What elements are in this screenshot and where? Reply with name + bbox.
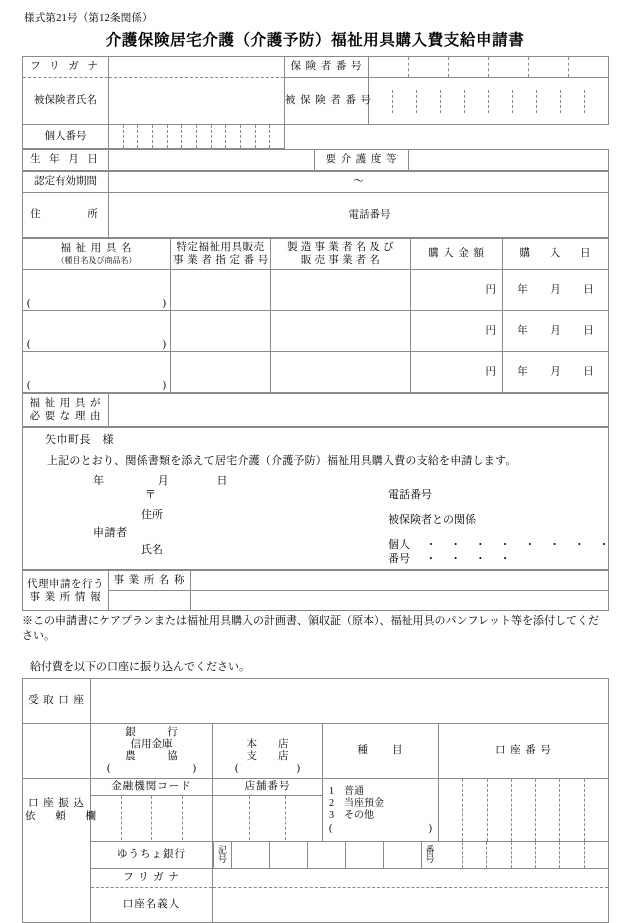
column-header-maker-seller: 製 造 事 業 者 名 及 び 販 売 事 業 者 名 <box>271 239 411 270</box>
column-header-amount: 購 入 金 額 <box>411 239 503 270</box>
my-number-cell[interactable] <box>123 125 138 148</box>
page-title: 介護保険居宅介護（介護予防）福祉用具購入費支給申請書 <box>105 32 525 49</box>
transfer-request-label: 口 座 振 込 依 頼 欄 <box>23 778 91 841</box>
my-number-cell[interactable] <box>255 125 270 148</box>
paren-close: ) <box>192 763 196 774</box>
birth-care-table <box>22 149 609 171</box>
dealer-number-value[interactable] <box>171 311 271 352</box>
transfer-request-spacer <box>23 841 91 868</box>
my-number-dots: ・ ・ ・ ・ ・ ・ ・ ・ ・ ・ ・ ・ <box>425 538 616 565</box>
institution-code-cell[interactable] <box>121 796 152 840</box>
applicant-left <box>93 489 353 563</box>
institution-code-cell[interactable] <box>91 796 121 840</box>
paren-open: ( <box>235 762 239 774</box>
bangou-cell[interactable] <box>535 842 559 868</box>
application-sentence: 上記のとおり、関係書類を添えて居宅介護（介護予防）福祉用具購入費の支給を申請します。 <box>47 454 517 467</box>
currency-unit: 円 <box>485 284 496 296</box>
account-number-cells[interactable] <box>439 778 609 841</box>
maker-seller-value[interactable] <box>271 311 411 352</box>
agent-office-name-label: 事 業 所 名 称 <box>109 571 191 591</box>
bangou-cells[interactable] <box>439 841 609 868</box>
table-row <box>23 270 609 311</box>
applicant-address-label: 住所 <box>141 509 163 522</box>
furigana-label: フ リ ガ ナ <box>23 57 109 78</box>
transfer-request-spacer <box>23 868 91 887</box>
account-kind-options[interactable] <box>323 778 439 841</box>
application-date-line[interactable] <box>93 475 598 489</box>
branch-number-cells[interactable] <box>213 795 323 841</box>
kigou-cell[interactable] <box>383 842 421 868</box>
account-number-cell[interactable] <box>559 779 583 841</box>
account-furigana-label: フ リ ガ ナ <box>91 868 213 887</box>
insured-number-cell[interactable] <box>416 90 440 113</box>
institution-type-header: 銀 行 信用金庫 農 協 ( ) <box>91 723 213 778</box>
statement-table <box>22 427 616 570</box>
paren-open: ( <box>27 379 31 391</box>
certification-address-table <box>22 171 609 238</box>
institution-code-cells[interactable] <box>91 795 213 841</box>
column-header-purchase-date: 購 入 日 <box>503 239 609 270</box>
insured-name-value[interactable] <box>109 78 285 125</box>
paren-close: ) <box>428 822 432 834</box>
paren-open: ( <box>107 763 111 774</box>
my-number-cell[interactable] <box>211 125 226 148</box>
date-placeholder: 年 月 日 <box>517 366 600 378</box>
transfer-request-spacer <box>23 887 91 922</box>
insurer-number-label: 保 険 者 番 号 <box>285 57 369 78</box>
applicant-my-number-label: 個人番号 <box>388 538 410 565</box>
date-year-label: 年 <box>93 474 104 487</box>
address-label: 住 所 <box>23 193 109 238</box>
paren-close: ) <box>296 762 300 774</box>
agent-second-label <box>109 591 191 611</box>
insured-number-cell[interactable] <box>392 90 416 113</box>
insured-number-cell[interactable] <box>560 90 584 113</box>
account-number-header: 口 座 番 号 <box>439 723 609 778</box>
transfer-note: 給付費を以下の口座に振り込んでください。 <box>30 660 250 673</box>
applicant-label: 申請者 <box>93 527 128 540</box>
branch-type-header: 本 店 支 店 ( ) <box>213 723 323 778</box>
bangou-cell[interactable] <box>486 842 510 868</box>
equipment-name-value[interactable] <box>23 352 171 393</box>
insurer-number-cell[interactable] <box>568 57 608 77</box>
my-number-cells[interactable] <box>109 125 285 149</box>
zip-mark-icon: 〒 <box>145 489 156 502</box>
form-code: 様式第21号（第12条関係） <box>24 13 153 24</box>
equipment-name-value[interactable] <box>23 270 171 311</box>
my-number-cell[interactable] <box>167 125 182 148</box>
column-header-dealer-number: 特定福祉用具販売 事 業 者 指 定 番 号 <box>171 239 271 270</box>
applicant-name-label: 氏名 <box>141 544 163 557</box>
agent-second-value[interactable] <box>191 591 609 611</box>
bangou-label: 番号 <box>421 842 439 868</box>
paren-open: ( <box>27 297 31 309</box>
receiving-account-value[interactable] <box>91 678 609 723</box>
my-number-cell[interactable] <box>240 125 255 148</box>
account-number-cell[interactable] <box>462 779 486 841</box>
my-number-cell[interactable] <box>181 125 196 148</box>
statement-cell <box>23 428 616 570</box>
paren-close: ) <box>162 379 166 391</box>
birthdate-label: 生 年 月 日 <box>23 150 109 171</box>
applicant-block <box>33 489 616 565</box>
insurer-number-cell[interactable] <box>488 57 528 77</box>
kigou-cell[interactable] <box>307 842 345 868</box>
branch-number-label: 店舗番号 <box>213 778 323 795</box>
institution-code-cell[interactable] <box>182 796 213 840</box>
column-header-equipment-name: 福 祉 用 具 名 （種目名及び商品名） <box>23 239 171 270</box>
account-number-cell[interactable] <box>487 779 511 841</box>
insured-name-label: 被保険者氏名 <box>23 78 109 125</box>
kigou-cell[interactable] <box>231 842 269 868</box>
date-placeholder: 年 月 日 <box>517 325 600 337</box>
japan-post-kigou-group[interactable] <box>213 841 439 868</box>
bank-left-spacer <box>23 723 91 778</box>
insured-number-cell[interactable] <box>584 90 608 113</box>
applicant-my-number-row[interactable] <box>388 539 618 567</box>
address-value[interactable] <box>109 193 609 238</box>
insured-number-cell[interactable] <box>488 90 512 113</box>
amount-value[interactable] <box>411 311 503 352</box>
my-number-cell[interactable] <box>109 125 123 148</box>
branch-number-cell[interactable] <box>213 796 249 840</box>
bangou-cell[interactable] <box>584 842 608 868</box>
equipment-header-row <box>23 239 609 270</box>
date-day-label: 日 <box>216 474 228 487</box>
my-number-cell[interactable] <box>225 125 240 148</box>
applicant-right <box>388 489 618 577</box>
table-row <box>23 352 609 393</box>
applicant-phone-label: 電話番号 <box>388 489 432 502</box>
institution-code-label: 金融機関コード <box>91 778 213 795</box>
furigana-value[interactable] <box>109 57 285 78</box>
account-number-cell[interactable] <box>511 779 535 841</box>
bangou-cell[interactable] <box>559 842 583 868</box>
currency-unit: 円 <box>485 325 496 337</box>
reason-table <box>22 393 609 427</box>
paren-close: ) <box>162 297 166 309</box>
paren-close: ) <box>162 338 166 350</box>
amount-value[interactable] <box>411 270 503 311</box>
kigou-cell[interactable] <box>269 842 307 868</box>
my-number-cell[interactable] <box>196 125 211 148</box>
relation-label: 被保険者との関係 <box>388 514 476 526</box>
my-number-cell[interactable] <box>137 125 152 148</box>
insured-number-cell[interactable] <box>536 90 560 113</box>
account-holder-label: 口座名義人 <box>91 887 213 922</box>
reason-value[interactable] <box>109 394 609 427</box>
branch-number-cell[interactable] <box>285 796 322 840</box>
account-number-cell[interactable] <box>535 779 559 841</box>
insurer-number-cell[interactable] <box>448 57 488 77</box>
kigou-label: 記号 <box>213 842 231 868</box>
equipment-name-value[interactable] <box>23 311 171 352</box>
account-number-cell[interactable] <box>439 779 462 841</box>
amount-value[interactable] <box>411 352 503 393</box>
dealer-number-value[interactable] <box>171 352 271 393</box>
paren-open: ( <box>27 338 31 350</box>
insurer-number-cell[interactable] <box>408 57 448 77</box>
account-holder-value[interactable] <box>213 887 609 922</box>
date-month-label: 月 <box>157 474 169 487</box>
japan-post-label: ゆうちょ銀行 <box>91 841 213 868</box>
bangou-cell[interactable] <box>462 842 486 868</box>
purchase-date-value[interactable] <box>503 311 609 352</box>
account-furigana-value[interactable] <box>213 868 609 887</box>
insured-number-cell[interactable] <box>464 90 488 113</box>
cert-period-value[interactable]: 〜 <box>109 172 609 193</box>
insured-number-cell[interactable] <box>440 90 464 113</box>
account-kind-header: 種 目 <box>323 723 439 778</box>
attachment-note: ※この申請書にケアプランまたは福祉用具購入の計画書、領収証（原本）、福祉用具のパンフレット等を添付してください。 <box>22 615 599 643</box>
insurer-number-cell[interactable] <box>369 57 408 77</box>
date-placeholder: 年 月 日 <box>517 284 600 296</box>
reason-label: 福 祉 用 具 が 必 要 な 理 由 <box>23 394 109 427</box>
my-number-label: 個人番号 <box>23 125 109 149</box>
addressee: 矢巾町長 様 <box>45 434 114 446</box>
kigou-cell[interactable] <box>345 842 383 868</box>
agent-label: 代理申請を行う 事 業 所 情 報 <box>23 571 109 611</box>
bank-transfer-table <box>22 678 609 923</box>
purchase-date-value[interactable] <box>503 352 609 393</box>
cert-period-label: 認定有効期間 <box>23 172 109 193</box>
my-number-cell[interactable] <box>269 125 284 148</box>
account-number-cell[interactable] <box>584 779 608 841</box>
maker-seller-value[interactable] <box>271 270 411 311</box>
paren-open: ( <box>329 822 333 834</box>
maker-seller-value[interactable] <box>271 352 411 393</box>
care-level-label: 要 介 護 度 等 <box>315 150 409 171</box>
institution-code-cell[interactable] <box>151 796 182 840</box>
branch-number-cell[interactable] <box>249 796 286 840</box>
currency-unit: 円 <box>485 366 496 378</box>
insured-number-cell[interactable] <box>369 90 392 113</box>
table-row <box>23 311 609 352</box>
dealer-number-value[interactable] <box>171 270 271 311</box>
birthdate-value[interactable] <box>109 150 315 171</box>
equipment-table <box>22 238 609 393</box>
insured-number-label: 被 保 険 者 番 号 <box>285 78 369 125</box>
bangou-cell[interactable] <box>511 842 535 868</box>
insured-number-cells[interactable] <box>369 78 609 125</box>
kind-option[interactable]: 3 その他 <box>329 810 374 822</box>
insured-number-cell[interactable] <box>512 90 536 113</box>
kind-option[interactable]: 2 当座預金 <box>329 798 384 810</box>
insurer-number-cell[interactable] <box>528 57 568 77</box>
care-level-value[interactable] <box>409 150 609 171</box>
receiving-account-label: 受 取 口 座 <box>23 678 91 723</box>
kind-option[interactable]: 1 普通 <box>329 786 364 798</box>
bangou-cell[interactable] <box>439 842 462 868</box>
phone-label: 電話番号 <box>348 209 391 221</box>
insured-person-table <box>22 56 609 149</box>
my-number-cell[interactable] <box>152 125 167 148</box>
insurer-number-cells[interactable] <box>369 57 609 78</box>
purchase-date-value[interactable] <box>503 270 609 311</box>
